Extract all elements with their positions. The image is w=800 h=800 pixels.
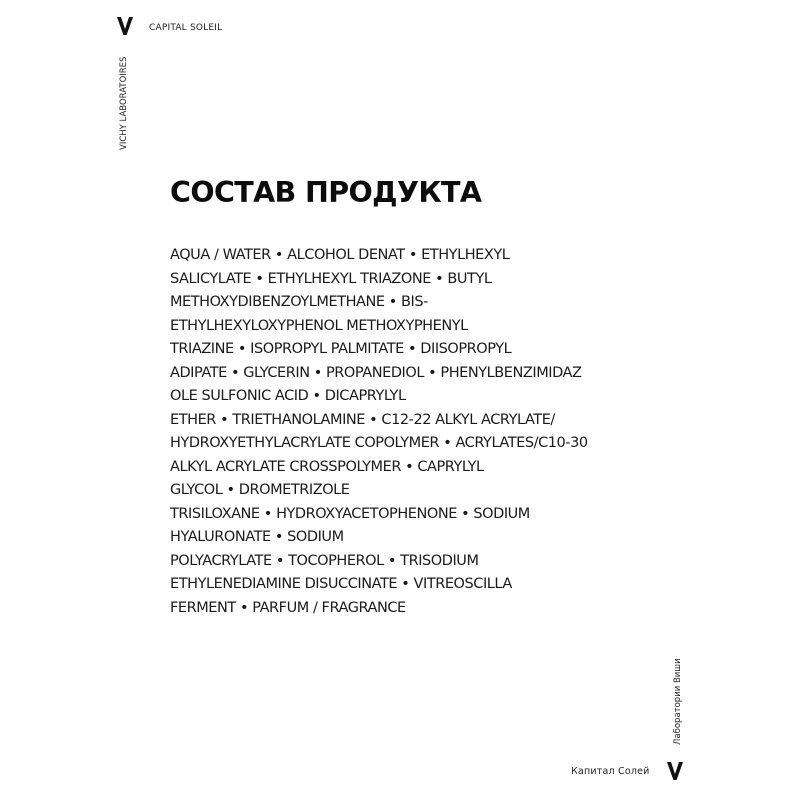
- ingredient-line: ETHYLHEXYLOXYPHENOL METHOXYPHENYL: [170, 317, 468, 334]
- brand-name-ru: Капитал Солей: [571, 766, 650, 777]
- ingredient-line: AQUA / WATER • ALCOHOL DENAT • ETHYLHEXYL: [170, 247, 510, 263]
- ingredient-line: ALKYL ACRYLATE CROSSPOLYMER • CAPRYLYL: [170, 458, 484, 475]
- ingredient-line: OLE SULFONIC ACID • DICAPRYLYL: [170, 388, 406, 404]
- side-brand-label-ru: Лаборатории Виши: [673, 658, 683, 745]
- ingredient-list: [170, 244, 640, 620]
- ingredient-line: METHOXYDIBENZOYLMETHANE • BIS-: [170, 294, 428, 310]
- ingredient-line: GLYCOL • DROMETRIZOLE: [170, 482, 350, 498]
- page-title: СОСТАВ ПРОДУКТА: [170, 176, 482, 209]
- ingredient-line: ETHER • TRIETHANOLAMINE • C12-22 ALKYL ACRYLATE/: [170, 411, 555, 428]
- ingredient-line: ETHYLENEDIAMINE DISUCCINATE • VITREOSCILLA: [170, 576, 512, 592]
- ingredient-line: TRISILOXANE • HYDROXYACETOPHENONE • SODIUM: [170, 505, 530, 522]
- ingredient-line: TRIAZINE • ISOPROPYL PALMITATE • DIISOPROPYL: [170, 341, 512, 357]
- ingredient-line: SALICYLATE • ETHYLHEXYL TRIAZONE • BUTYL: [170, 270, 492, 287]
- v-logo-icon: [667, 762, 683, 780]
- ingredient-line: HYALURONATE • SODIUM: [170, 529, 344, 545]
- side-brand-label: VICHY LABORATOIRES: [119, 56, 129, 150]
- ingredient-line: HYDROXYETHYLACRYLATE COPOLYMER • ACRYLATES/C10-30: [170, 435, 588, 451]
- ingredient-line: FERMENT • PARFUM / FRAGRANCE: [170, 599, 406, 616]
- brand-name: CAPITAL SOLEIL: [149, 23, 223, 33]
- v-logo-icon: [117, 17, 133, 35]
- ingredient-line: ADIPATE • GLYCERIN • PROPANEDIOL • PHENYLBENZIMIDAZ: [170, 364, 582, 381]
- ingredient-line: POLYACRYLATE • TOCOPHEROL • TRISODIUM: [170, 552, 479, 569]
